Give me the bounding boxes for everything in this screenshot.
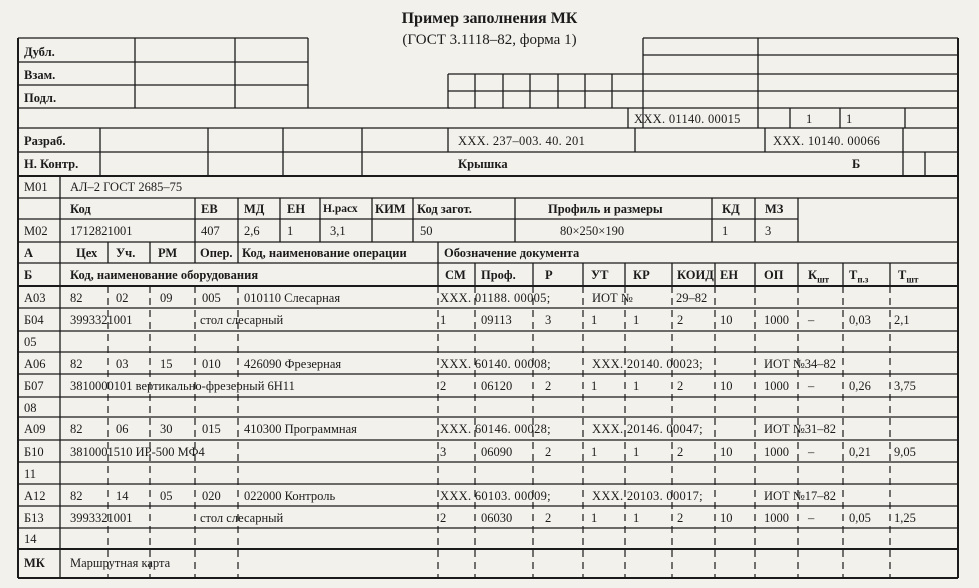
row-label: А03 <box>24 291 46 305</box>
row-r: 2 <box>545 445 552 459</box>
page-title: Пример заполнения МК <box>401 10 578 27</box>
row-ceh: 82 <box>70 291 83 305</box>
head-b-op: ОП <box>764 268 784 282</box>
m02-head-ev: ЕВ <box>201 202 218 216</box>
head-a-rm: РМ <box>158 246 178 260</box>
row-koid: 2 <box>677 379 684 393</box>
head-a-label: А <box>24 246 34 260</box>
org-code: ХХХ. 10140. 00066 <box>773 134 881 148</box>
row-rm: 15 <box>160 357 173 371</box>
row-uch: 14 <box>116 489 129 503</box>
row-tst: 9,05 <box>894 445 916 459</box>
row-rm: 09 <box>160 291 173 305</box>
row-label: Б04 <box>24 313 44 327</box>
row-label: Б13 <box>24 511 44 525</box>
row-oper-name: 410300 Программная <box>244 422 357 436</box>
head-a-doc: Обозначение документа <box>444 246 580 260</box>
m02-kod: 1712821001 <box>70 224 133 238</box>
row-uch: 02 <box>116 291 129 305</box>
row-en: 10 <box>720 313 733 327</box>
row-label: 11 <box>24 467 37 481</box>
row-op: 1000 <box>764 313 789 327</box>
row-oper: 020 <box>202 489 221 503</box>
head-b-tpz: $Т_{п.з}$ <box>849 268 869 285</box>
sheets-count: 1 <box>846 112 853 126</box>
row-kst: – <box>808 445 815 459</box>
row-tpz: 0,03 <box>849 313 871 327</box>
m02-head-kd: КД <box>722 202 740 216</box>
row-ceh: 82 <box>70 357 83 371</box>
m02-md: 2,6 <box>244 224 260 238</box>
row-prof: 06090 <box>481 445 513 459</box>
row-prof: 06120 <box>481 379 513 393</box>
row-uch: 06 <box>116 422 129 436</box>
row-r: 2 <box>545 379 552 393</box>
row-ut: 1 <box>591 511 598 525</box>
row-equip: 3810000101 вертикально-фрезерный 6Н11 <box>70 379 295 393</box>
head-b-en: ЕН <box>720 268 739 282</box>
row-ut: 1 <box>591 379 598 393</box>
m02-en: 1 <box>287 224 294 238</box>
row-doc1: ХХХ. 60103. 00009; <box>440 489 551 503</box>
row-sm: 1 <box>440 313 447 327</box>
row-op: 1000 <box>764 379 789 393</box>
m02-head-profile: Профиль и размеры <box>548 202 663 216</box>
sheet-number: 1 <box>806 112 813 126</box>
row-doc1: ХХХ. 60146. 00028; <box>440 422 551 436</box>
row-op: 1000 <box>764 445 789 459</box>
head-a-ceh: Цех <box>76 246 98 260</box>
row-doc3: ИОТ №17–82 <box>764 489 836 503</box>
m02-head-kim: КИМ <box>375 202 406 216</box>
row-label: 08 <box>24 401 37 415</box>
row-tst: 2,1 <box>894 313 910 327</box>
row-doc2: ХХХ. 20103. 00017; <box>592 489 703 503</box>
row-equip: 3993321001 <box>70 313 133 327</box>
litera: Б <box>852 157 861 171</box>
row-equip: 3993321001 <box>70 511 133 525</box>
material: АЛ–2 ГОСТ 2685–75 <box>70 180 183 194</box>
row-oper: 010 <box>202 357 221 371</box>
row-prof: 06030 <box>481 511 513 525</box>
row-rm: 05 <box>160 489 173 503</box>
row-sm: 3 <box>440 445 447 459</box>
row-label: 14 <box>24 532 37 546</box>
head-b-koid: КОИД <box>677 268 714 282</box>
row-r: 2 <box>545 511 552 525</box>
row-sm: 2 <box>440 511 447 525</box>
head-a-uch: Уч. <box>116 246 136 260</box>
row-op: 1000 <box>764 511 789 525</box>
row-doc2: ИОТ № <box>592 291 633 305</box>
row-en: 10 <box>720 511 733 525</box>
head-b-kst: $К_{шт}$ <box>808 268 830 285</box>
page-subtitle: (ГОСТ 3.1118–82, форма 1) <box>402 32 577 48</box>
row-kst: – <box>808 313 815 327</box>
footer-label: МК <box>24 556 45 570</box>
n-kontr-label: Н. Контр. <box>24 157 79 171</box>
row-equip: 3810001510 ИР-500 МФ4 <box>70 445 205 459</box>
row-uch: 03 <box>116 357 129 371</box>
row-tpz: 0,26 <box>849 379 871 393</box>
m02-head-en: ЕН <box>287 202 306 216</box>
row-doc3: ИОТ №34–82 <box>764 357 836 371</box>
row-kr: 1 <box>633 511 640 525</box>
row-tpz: 0,05 <box>849 511 871 525</box>
row-kr: 1 <box>633 445 640 459</box>
row-kst: – <box>808 511 815 525</box>
row-equip-name: стол слесарный <box>200 313 284 327</box>
row-oper-name: 022000 Контроль <box>244 489 336 503</box>
head-b-equip: Код, наименование оборудования <box>70 268 259 282</box>
m02-head-md: МД <box>244 202 265 216</box>
row-oper-name: 426090 Фрезерная <box>244 357 342 371</box>
row-en: 10 <box>720 445 733 459</box>
row-ceh: 82 <box>70 422 83 436</box>
m02-nrash: 3,1 <box>330 224 346 238</box>
row-label: А12 <box>24 489 46 503</box>
row-label: А06 <box>24 357 46 371</box>
row-koid: 2 <box>677 511 684 525</box>
doc-code: ХХХ. 01140. 00015 <box>634 112 741 126</box>
razrab-label: Разраб. <box>24 134 66 148</box>
head-b-prof: Проф. <box>481 268 516 282</box>
row-label: Б07 <box>24 379 44 393</box>
row-oper: 015 <box>202 422 221 436</box>
row-kst: – <box>808 379 815 393</box>
footer-text: Маршрутная карта <box>70 556 171 570</box>
m02-head-kod-zag: Код загот. <box>417 202 472 216</box>
head-b-sm: СМ <box>445 268 466 282</box>
row-tst: 3,75 <box>894 379 916 393</box>
row-doc1: ХХХ. 60140. 00008; <box>440 357 551 371</box>
head-b-kr: КР <box>633 268 650 282</box>
m02-head-mz: МЗ <box>765 202 784 216</box>
m02-kod-zag: 50 <box>420 224 433 238</box>
m02-ev: 407 <box>201 224 220 238</box>
row-kr: 1 <box>633 313 640 327</box>
row-tpz: 0,21 <box>849 445 871 459</box>
row-doc2: ХХХ. 20140. 00023; <box>592 357 703 371</box>
m02-kd: 1 <box>722 224 729 238</box>
row-koid: 2 <box>677 313 684 327</box>
m02-head-kod: Код <box>70 202 91 216</box>
row-rm: 30 <box>160 422 173 436</box>
detail-name: Крышка <box>458 157 508 171</box>
m02-profile: 80×250×190 <box>560 224 625 238</box>
row-oper-name: 010110 Слесарная <box>244 291 341 305</box>
row-doc3: ИОТ №31–82 <box>764 422 836 436</box>
m02-head-nrash: Н.расх <box>323 203 358 215</box>
head-a-kod-oper: Код, наименование операции <box>242 246 407 260</box>
row-label: 05 <box>24 335 37 349</box>
row-doc3: 29–82 <box>676 291 708 305</box>
row-r: 3 <box>545 313 552 327</box>
podl-label: Подл. <box>24 91 57 105</box>
head-a-oper: Опер. <box>200 246 233 260</box>
row-sm: 2 <box>440 379 447 393</box>
row-oper: 005 <box>202 291 221 305</box>
row-tst: 1,25 <box>894 511 916 525</box>
vzam-label: Взам. <box>24 68 56 82</box>
row-label: А09 <box>24 422 46 436</box>
row-prof: 09113 <box>481 313 512 327</box>
m02-label: М02 <box>24 224 48 238</box>
m02-mz: 3 <box>765 224 772 238</box>
row-ut: 1 <box>591 313 598 327</box>
row-ceh: 82 <box>70 489 83 503</box>
head-b-ut: УТ <box>591 268 609 282</box>
head-b-label: Б <box>24 268 33 282</box>
row-label: Б10 <box>24 445 44 459</box>
dubl-label: Дубл. <box>24 45 55 59</box>
row-kr: 1 <box>633 379 640 393</box>
row-ut: 1 <box>591 445 598 459</box>
row-en: 10 <box>720 379 733 393</box>
row-koid: 2 <box>677 445 684 459</box>
row-doc1: ХХХ. 01188. 00005; <box>440 291 551 305</box>
row-doc2: ХХХ. 20146. 00047; <box>592 422 703 436</box>
row-equip-name: стол слесарный <box>200 511 284 525</box>
m01-label: М01 <box>24 180 48 194</box>
head-b-tst: $Т_{шт}$ <box>898 268 919 285</box>
izd-code: ХХХ. 237–003. 40. 201 <box>458 134 586 148</box>
head-b-r: Р <box>545 268 553 282</box>
